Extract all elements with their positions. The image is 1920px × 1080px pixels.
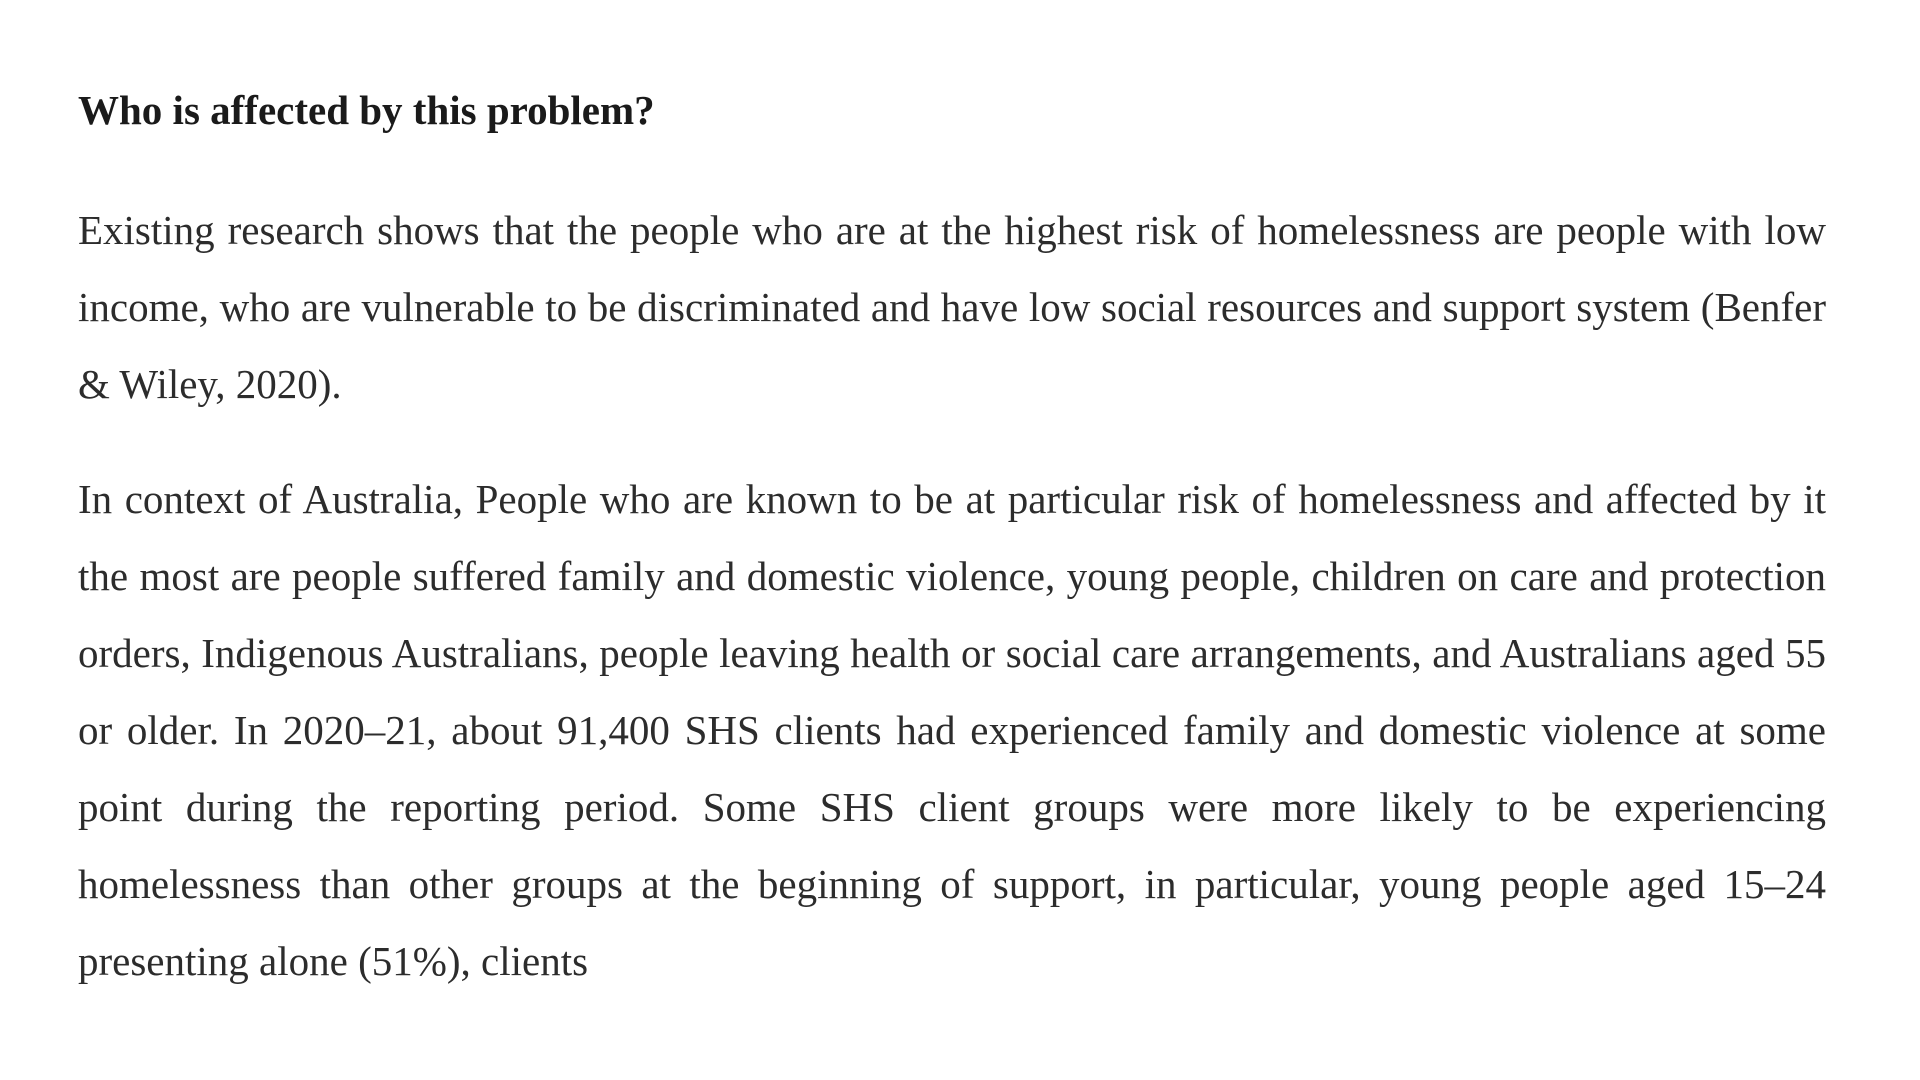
paragraph-research: Existing research shows that the people who are at the highest risk of homelessness are people with low income, who are vulnerable to be discriminated and have low social resources and support system (Benfer & Wiley, 2020). (78, 207, 1826, 407)
section-heading: Who is affected by this problem? (78, 87, 655, 133)
document-page (78, 80, 1826, 1038)
paragraph-australia: In context of Australia, People who are known to be at particular risk of homelessness and affected by it the most are people suffered family and domestic violence, young people, children on care and protection orders, Indigenous Australians, people leaving health or social care arrangements, and Australians aged 55 or older. In 2020–21, about 91,400 SHS clients had experienced family and domestic violence at some point during the reporting period. Some SHS client groups were more likely to be experiencing homelessness than other groups at the beginning of support, in particular, young people aged 15–24 presenting alone (51%), clients (78, 476, 1826, 984)
